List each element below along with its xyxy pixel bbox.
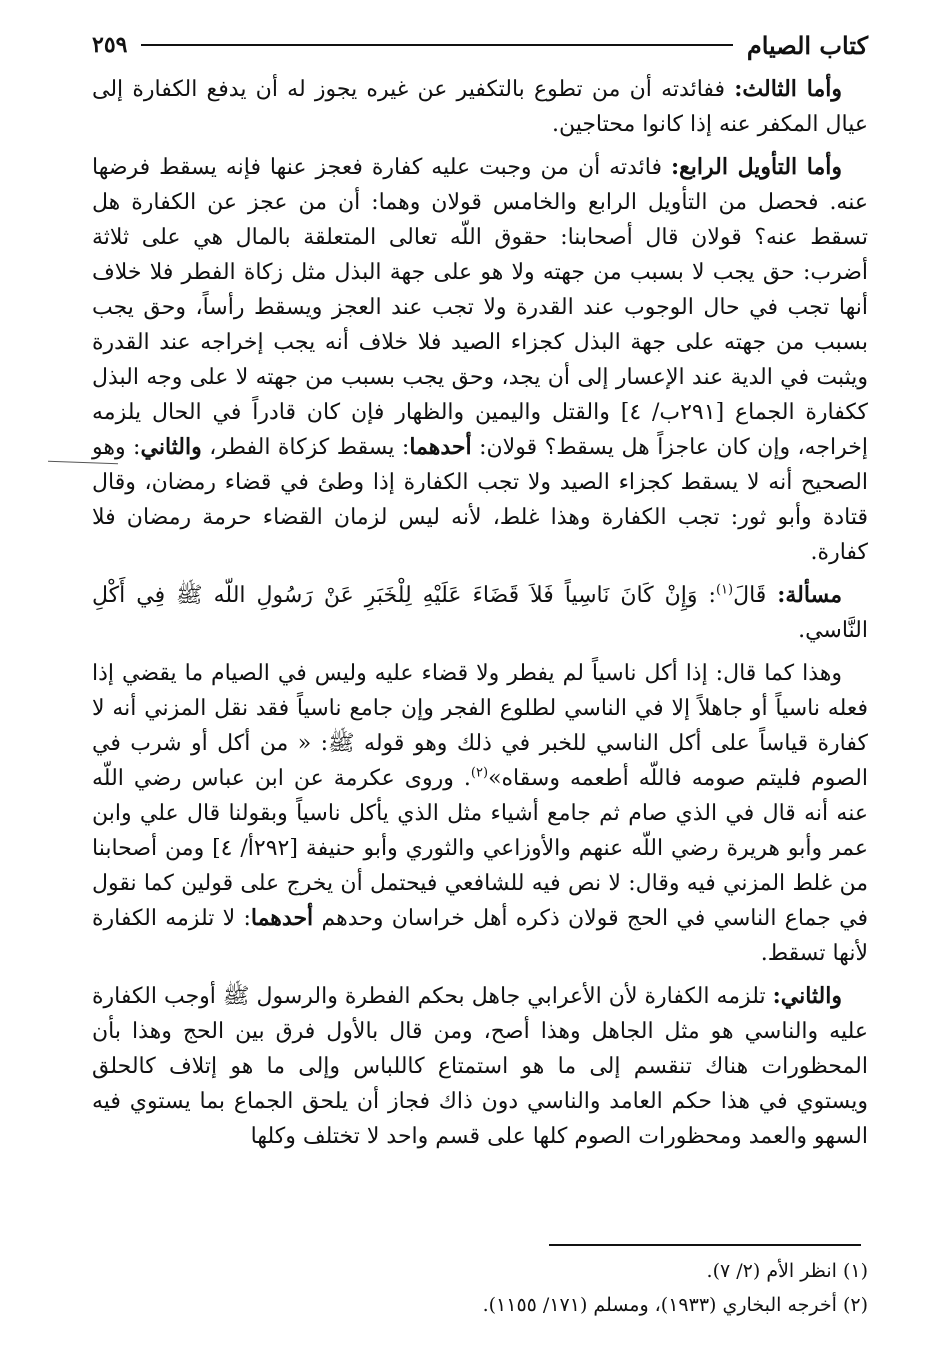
footnote-text: أخرجه البخاري (١٩٣٣)، ومسلم (١٧١/ ١١٥٥). [482,1294,837,1316]
footnotes [92,1254,868,1322]
quoted-text: : وَإِنْ كَانَ نَاسِياً فَلاَ قَضَاءَ عَلَيْهِ لِلْخَبَرِ عَنْ رَسُولِ اللّه ﷺ فِي أَكْلِ النَّاسي. [92,583,868,643]
paragraph-lead: وأما الثالث: [734,76,842,102]
footnote-ref[interactable]: (١) [715,582,734,598]
paragraph-text: تلزمه الكفارة لأن الأعرابي جاهل بحكم الفطرة والرسول ﷺ أوجب الكفارة عليه والناسي هو مثل الجاهل وهذا أصح، ومن قال بالأول فرق بين الحج وهذا بأن المحظورات هناك تنقسم إلى ما هو استمتاع كاللباس وإلى ما هو إتلاف كالحلق ويستوي في هذا حكم العامد والناسي دون ذاك فجاز أن يلحق الجماع بما يستوي فيه السهو والعمد ومحظورات الصوم كلها على قسم واحد لا تختلف وكلها [92,984,868,1149]
footnote-item [92,1254,868,1288]
paragraph-text: فائدته أن من وجبت عليه كفارة فعجز عنها فإنه يسقط فرضها عنه. فحصل من التأويل الرابع والخامس قولان وهما: أن من عجز عن الكفارة هل تسقط عنه؟ قولان قال أصحابنا: حقوق اللّه تعالى المتعلقة بالمال هي على ثلاثة أضرب: حق يجب لا بسبب من جهته ولا هو على جهة البذل مثل زكاة الفطر فلا خلاف أنها تجب في حال الوجوب عند القدرة ولا تجب عند العجز ويسقط رأساً، وحق يجب بسبب من جهته على جهة البذل كجزاء الصيد فلا خلاف أنه يجب إخراجه عند القدرة ويثبت في الدية عند الإعسار إلى أن يجد، وحق يجب بسبب من جهته لا على وجه البذل ككفارة الجماع [٢٩١ب/ ٤] والقتل واليمين والظهار فإن كان قادراً في الحال يلزمه إخراجه، وإن كان عاجزاً هل يسقط؟ قولان: [92,155,868,460]
paragraph-text: : يسقط كزكاة الفطر، [201,435,410,460]
paragraph-lead: والثاني: [772,983,842,1009]
bold-term: أحدهما [409,434,472,460]
running-header [92,28,868,62]
footnote-item [92,1288,868,1322]
paragraph-text: : وهو الصحيح أنه لا يسقط كجزاء الصيد ولا تجب الكفارة إذا وطئ في قضاء رمضان، وقال قتادة وأبو ثور: تجب الكفارة وهذا غلط، لأنه ليس لزمان القضاء حرمة رمضان فلا كفارة. [92,435,868,565]
bold-term: والثاني [140,434,202,460]
chapter-title: كتاب الصيام [746,30,868,60]
bold-term: أحدهما [250,905,314,931]
paragraph-text: ففائدته أن من تطوع بالتكفير عن غيره يجوز له أن يدفع الكفارة إلى عيال المكفر عنه إذا كانوا محتاجين. [92,77,868,137]
footnote-number: (٢) [842,1294,868,1316]
paragraph-5 [92,979,868,1154]
paragraph-lead: مسألة: [777,582,842,608]
paragraph-text: وهذا كما قال: إذا أكل ناسياً لم يفطر ولا قضاء عليه وليس في الصيام ما يقضي إذا فعله ناسياً أو جاهلاً إلا في الناسي لطلوع الفجر وإن جامع ناسياً فقد نقل المزني أنه لا كفارة قياساً على أكل الناسي للخبر في ذلك وهو قوله ﷺ: « من أكل أو شرب في الصوم فليتم صومه فاللّه أطعمه وسقاه» [92,661,868,791]
paragraph-4 [92,656,868,971]
paragraph-text: . وروى عكرمة عن ابن عباس رضي اللّه عنه أنه قال في الذي صام ثم جامع أشياء مثل الذي يأكل ناسياً وبقولنا قال علي وابن عمر وأبو هريرة رضي اللّه عنهم والأوزاعي والثوري وأبو حنيفة [٢٩٢أ/ ٤] ومن أصحابنا من غلط المزني فيه وقال: لا نص فيه للشافعي فيحتمل أن يخرج على قولين كما نقول في جماع الناسي في الحج قولان ذكره أهل خراسان وحدهم [92,766,868,931]
paragraph-text: قَالَ [733,583,778,608]
page-number: ٢٥٩ [92,32,128,58]
paragraph-2 [92,150,868,570]
paragraph-text: : لا تلزمه الكفارة لأنها تسقط. [92,906,868,966]
header-rule [141,44,732,46]
footnote-ref[interactable]: (٢) [470,765,489,781]
main-text [92,72,868,1154]
paragraph-3 [92,578,868,648]
footnote-rule [549,1244,861,1246]
paragraph-lead: وأما التأويل الرابع: [670,154,842,180]
footnote-number: (١) [842,1260,868,1282]
footnote-text: انظر الأم (٢/ ٧). [706,1260,837,1282]
paragraph-1 [92,72,868,142]
